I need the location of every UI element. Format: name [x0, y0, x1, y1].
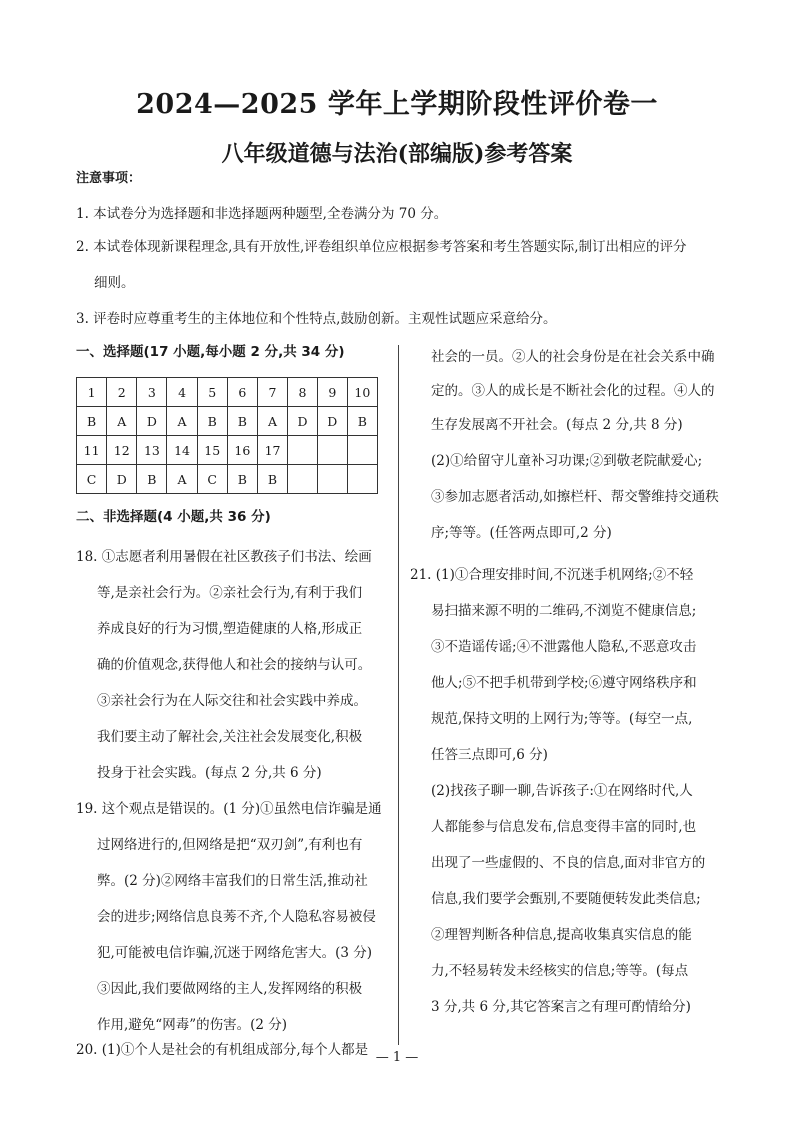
table-cell: D	[107, 465, 137, 494]
answer-line: 社会的一员。②人的社会身份是在社会关系中确	[431, 349, 715, 365]
table-cell: 8	[288, 378, 318, 407]
table-cell: B	[227, 407, 257, 436]
table-cell	[347, 465, 377, 494]
table-cell: 9	[317, 378, 347, 407]
table-cell	[317, 436, 347, 465]
table-cell	[288, 436, 318, 465]
table-cell: 2	[107, 378, 137, 407]
answer-line: ③因此,我们要做网络的主人,发挥网络的积极	[97, 981, 363, 997]
answer-line: 序;等等。(任答两点即可,2 分)	[431, 525, 612, 541]
page-number: — 1 —	[375, 1050, 419, 1065]
table-cell: 11	[77, 436, 107, 465]
answer-line: 任答三点即可,6 分)	[431, 747, 548, 763]
table-cell: C	[77, 465, 107, 494]
column-divider	[398, 345, 399, 1045]
table-cell: B	[227, 465, 257, 494]
table-cell	[317, 465, 347, 494]
table-row	[77, 407, 378, 436]
answer-line: 养成良好的行为习惯,塑造健康的人格,形成正	[97, 621, 363, 637]
answer-table	[76, 377, 378, 494]
answer-line: 规范,保持文明的上网行为;等等。(每空一点,	[431, 711, 693, 727]
table-cell: A	[167, 465, 197, 494]
table-row	[77, 378, 378, 407]
table-cell: D	[137, 407, 167, 436]
answer-line: (2)找孩子聊一聊,告诉孩子:①在网络时代,人	[431, 783, 693, 799]
table-cell: 4	[167, 378, 197, 407]
table-cell: 12	[107, 436, 137, 465]
answer-line: 出现了一些虚假的、不良的信息,面对非官方的	[431, 855, 706, 871]
notice-item: 2. 本试卷体现新课程理念,具有开放性,评卷组织单位应根据参考答案和考生答题实际,制订出相应的评分	[76, 239, 687, 255]
table-cell: 10	[347, 378, 377, 407]
table-cell: 16	[227, 436, 257, 465]
answer-line: 生存发展离不开社会。(每点 2 分,共 8 分)	[431, 417, 683, 433]
answer-line: 投身于社会实践。(每点 2 分,共 6 分)	[97, 765, 322, 781]
table-cell: 6	[227, 378, 257, 407]
answer-line: ③亲社会行为在人际交往和社会实践中养成。	[97, 693, 367, 709]
table-cell: B	[257, 465, 287, 494]
answer-line: 19. 这个观点是错误的。(1 分)①虽然电信诈骗是通	[76, 801, 382, 817]
table-cell: B	[347, 407, 377, 436]
answer-line: (2)①给留守儿童补习功课;②到敬老院献爱心;	[431, 453, 703, 469]
table-cell: D	[288, 407, 318, 436]
answer-line: 作用,避免“网毒”的伤害。(2 分)	[97, 1017, 288, 1033]
table-cell	[288, 465, 318, 494]
answer-line: 弊。(2 分)②网络丰富我们的日常生活,推动社	[97, 873, 368, 889]
section-heading-nonchoice: 二、非选择题(4 小题,共 36 分)	[76, 509, 271, 525]
answer-line: 3 分,共 6 分,其它答案言之有理可酌情给分)	[431, 999, 691, 1015]
table-row	[77, 436, 378, 465]
table-cell: 5	[197, 378, 227, 407]
answer-line: 过网络进行的,但网络是把“双刃剑”,有利也有	[97, 837, 363, 853]
table-row	[77, 465, 378, 494]
table-cell: B	[197, 407, 227, 436]
table-cell: 7	[257, 378, 287, 407]
table-cell: 3	[137, 378, 167, 407]
table-cell: 15	[197, 436, 227, 465]
table-cell: A	[257, 407, 287, 436]
answer-line: 我们要主动了解社会,关注社会发展变化,积极	[97, 729, 363, 745]
answer-line: ②理智判断各种信息,提高收集真实信息的能	[431, 927, 692, 943]
answer-line: 易扫描来源不明的二维码,不浏览不健康信息;	[431, 603, 697, 619]
answer-line: 定的。③人的成长是不断社会化的过程。④人的	[431, 383, 715, 399]
answer-line: ③不造谣传谣;④不泄露他人隐私,不恶意攻击	[431, 639, 697, 655]
table-cell	[347, 436, 377, 465]
table-cell: D	[317, 407, 347, 436]
answer-line: ③参加志愿者活动,如擦栏杆、帮交警维持交通秩	[431, 489, 719, 505]
section-heading-choice: 一、选择题(17 小题,每小题 2 分,共 34 分)	[76, 344, 345, 360]
notice-item: 1. 本试卷分为选择题和非选择题两种题型,全卷满分为 70 分。	[76, 206, 448, 222]
notice-item: 细则。	[94, 275, 135, 291]
answer-line: 他人;⑤不把手机带到学校;⑥遵守网络秩序和	[431, 675, 697, 691]
table-cell: C	[197, 465, 227, 494]
page-subtitle: 八年级道德与法治(部编版)参考答案	[221, 141, 573, 167]
notice-heading: 注意事项：	[76, 171, 142, 186]
answer-line: 力,不轻易转发未经核实的信息;等等。(每点	[431, 963, 689, 979]
answer-line: 会的进步;网络信息良莠不齐,个人隐私容易被侵	[97, 909, 376, 925]
table-cell: 13	[137, 436, 167, 465]
table-cell: B	[137, 465, 167, 494]
table-cell: A	[167, 407, 197, 436]
answer-line: 信息,我们要学会甄别,不要随便转发此类信息;	[431, 891, 701, 907]
table-cell: 1	[77, 378, 107, 407]
table-cell: A	[107, 407, 137, 436]
answer-line: 18. ①志愿者利用暑假在社区教孩子们书法、绘画	[76, 549, 372, 565]
table-cell: 17	[257, 436, 287, 465]
table-cell: B	[77, 407, 107, 436]
answer-line: 确的价值观念,获得他人和社会的接纳与认可。	[97, 657, 372, 673]
answer-line: 犯,可能被电信诈骗,沉迷于网络危害大。(3 分)	[97, 945, 372, 961]
notice-item: 3. 评卷时应尊重考生的主体地位和个性特点,鼓励创新。主观性试题应采意给分。	[76, 311, 557, 327]
answer-line: 等,是亲社会行为。②亲社会行为,有利于我们	[97, 585, 363, 601]
table-cell: 14	[167, 436, 197, 465]
answer-line: 21. (1)①合理安排时间,不沉迷手机网络;②不轻	[410, 567, 694, 583]
answer-line: 人都能参与信息发布,信息变得丰富的同时,也	[431, 819, 697, 835]
page-title: 2024—2025 学年上学期阶段性评价卷一	[136, 89, 658, 120]
answer-line: 20. (1)①个人是社会的有机组成部分,每个人都是	[76, 1042, 369, 1058]
